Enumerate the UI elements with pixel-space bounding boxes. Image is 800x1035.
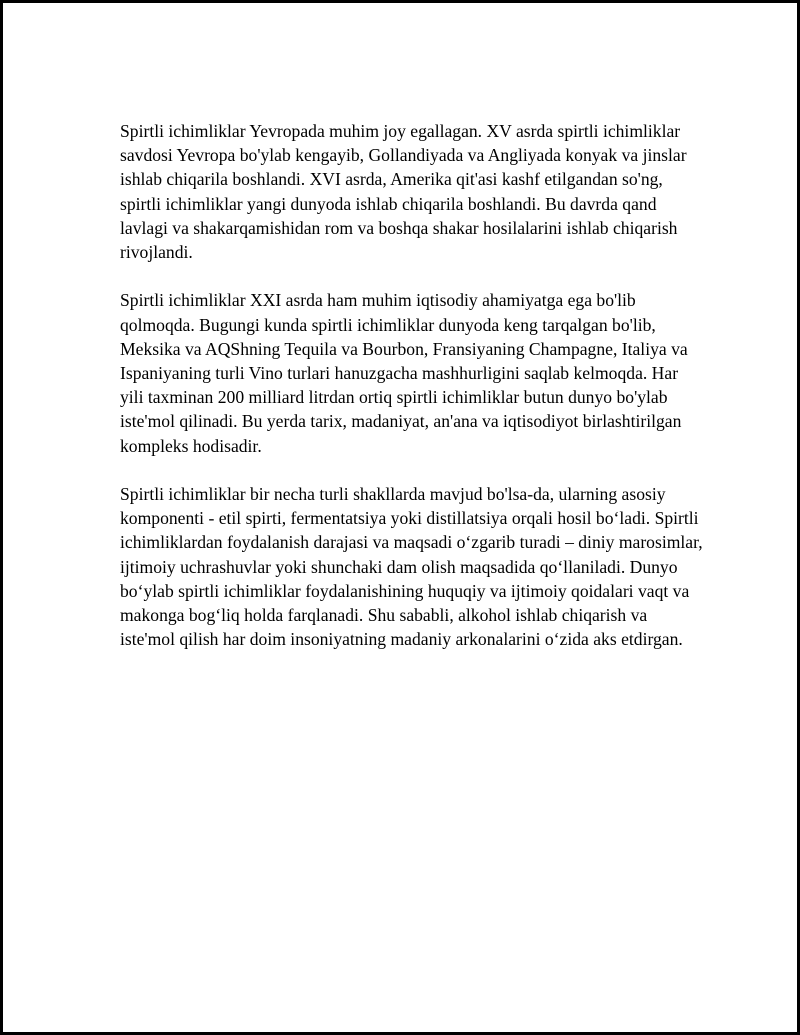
paragraph-1: Spirtli ichimliklar Yevropada muhim joy egallagan. XV asrda spirtli ichimliklar savdosi Yevropa bo'ylab kengayib, Gollandiyada va Angliyada konyak va jinslar ishlab chiqarila boshlandi. XVI asrda, Amerika qit'asi kashf etilgandan so'ng, spirtli ichimliklar yangi dunyoda ishlab chiqarila boshlandi. Bu davrda qand lavlagi va shakarqamishidan rom va boshqa shakar hosilalarini ishlab chiqarish rivojlandi.	[120, 121, 687, 263]
paragraph-2: Spirtli ichimliklar XXI asrda ham muhim iqtisodiy ahamiyatga ega bo'lib qolmoqda. Bugungi kunda spirtli ichimliklar dunyoda keng tarqalgan bo'lib, Meksika va AQShning Tequila va Bourbon, Fransiyaning Champagne, Italiya va Ispaniyaning turli Vino turlari hanuzgacha mashhurligini saqlab kelmoqda. Har yili taxminan 200 milliard litrdan ortiq spirtli ichimliklar butun dunyo bo'ylab iste'mol qilinadi. Bu yerda tarix, madaniyat, an'ana va iqtisodiyot birlashtirilgan kompleks hodisadir.	[120, 290, 688, 456]
paragraph-3: Spirtli ichimliklar bir necha turli shakllarda mavjud bo'lsa-da, ularning asosiy komponenti - etil spirti, fermentatsiya yoki distillatsiya orqali hosil bo‘ladi. Spirtli ichimliklardan foydalanish darajasi va maqsadi o‘zgarib turadi – diniy marosimlar, ijtimoiy uchrashuvlar yoki shunchaki dam olish maqsadida qo‘llaniladi. Dunyo bo‘ylab spirtli ichimliklar foydalanishining huquqiy va ijtimoiy qoidalari vaqt va makonga bog‘liq holda farqlanadi. Shu sababli, alkohol ishlab chiqarish va iste'mol qilish har doim insoniyatning madaniy arkonalarini o‘zida aks etdirgan.	[120, 484, 703, 650]
document-body	[120, 119, 705, 676]
